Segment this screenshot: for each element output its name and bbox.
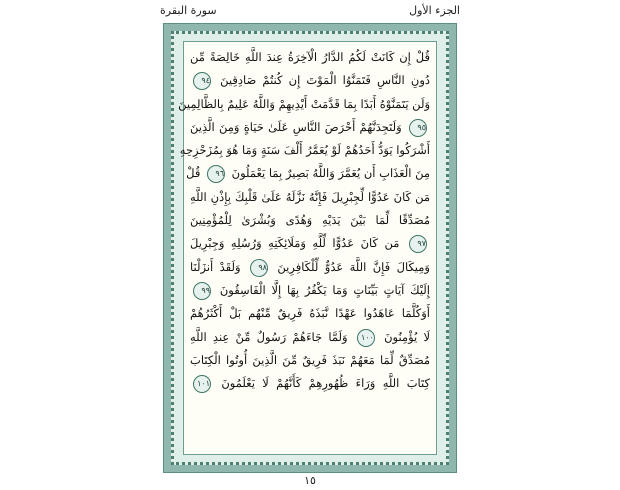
text-line bbox=[190, 209, 430, 232]
ayah-number-marker: ١٠١ bbox=[193, 375, 211, 393]
page-header bbox=[160, 0, 460, 26]
verse-text: مُصَدِّقًا لِّمَا بَيْنَ يَدَيْهِ وَهُدًى وَبُشْرَىٰ لِلْمُؤْمِنِينَ bbox=[190, 213, 430, 228]
verse-text: قُلْ bbox=[186, 166, 201, 181]
verse-text: قُلْ إِن كَانَتْ لَكُمُ الدَّارُ الْآخِرَةُ عِندَ اللَّهِ خَالِصَةً مِّن bbox=[190, 50, 430, 64]
text-line bbox=[190, 372, 430, 395]
text-line bbox=[190, 279, 430, 302]
verse-text: مِنَ الْعَذَابِ أَن يُعَمَّرَ وَاللَّهُ بَصِيرٌ بِمَا يَعْمَلُونَ bbox=[231, 166, 430, 181]
ayah-number-marker: ٩٦ bbox=[207, 165, 225, 183]
text-line bbox=[190, 69, 430, 92]
verse-text: وَلَتَجِدَنَّهُمْ أَحْرَصَ النَّاسِ عَلَىٰ حَيَاةٍ وَمِنَ الَّذِينَ bbox=[190, 119, 402, 134]
verse-text: دُونِ النَّاسِ فَتَمَنَّوُا الْمَوْتَ إِن كُنتُمْ صَادِقِينَ bbox=[220, 73, 431, 88]
verse-text: وَلَقَدْ أَنزَلْنَا bbox=[190, 259, 241, 274]
ayah-number-marker: ٩٥ bbox=[409, 119, 427, 137]
text-line bbox=[190, 116, 430, 139]
verse-text: أَوَكُلَّمَا عَاهَدُوا عَهْدًا نَّبَذَهُ فَرِيقٌ مِّنْهُم بَلْ أَكْثَرُهُمْ bbox=[190, 306, 430, 321]
text-line bbox=[186, 162, 430, 185]
verse-text: كِتَابَ اللَّهِ وَرَاءَ ظُهُورِهِمْ كَأَنَّهُمْ لَا يَعْلَمُونَ bbox=[221, 376, 430, 391]
ayah-number-marker: ٩٩ bbox=[193, 282, 211, 300]
text-line bbox=[190, 349, 430, 372]
text-line bbox=[178, 93, 430, 116]
text-line bbox=[190, 326, 430, 349]
mushaf-text-area bbox=[178, 41, 437, 455]
ayah-number-marker: ٩٤ bbox=[193, 72, 211, 90]
verse-text: إِلَيْكَ آيَاتٍ بَيِّنَاتٍ وَمَا يَكْفُرُ بِهَا إِلَّا الْفَاسِقُونَ bbox=[219, 282, 431, 297]
text-line bbox=[190, 232, 430, 255]
verse-text: وَلَن يَتَمَنَّوْهُ أَبَدًا بِمَا قَدَّمَتْ أَيْدِيهِمْ وَاللَّهُ عَلِيمٌ بِالظَّالِمِينَ bbox=[178, 96, 430, 111]
verse-text: وَلَمَّا جَاءَهُمْ رَسُولٌ مِّنْ عِندِ اللَّهِ bbox=[190, 329, 348, 344]
ayah-number-marker: ١٠٠ bbox=[357, 329, 375, 347]
verse-text: لَا يُؤْمِنُونَ bbox=[384, 329, 431, 344]
surah-title: سورة البقرة bbox=[160, 4, 217, 17]
text-line bbox=[190, 302, 430, 325]
text-line bbox=[190, 46, 430, 69]
ayah-number-marker: ٩٧ bbox=[409, 235, 427, 253]
text-line bbox=[190, 256, 430, 279]
verse-text: أَشْرَكُوا يَوَدُّ أَحَدُهُمْ لَوْ يُعَمَّرُ أَلْفَ سَنَةٍ وَمَا هُوَ بِمُزَحْزِحِهِ bbox=[179, 143, 430, 158]
text-line bbox=[179, 139, 430, 162]
juz-title: الجزء الأول bbox=[409, 4, 460, 17]
verse-text: وَمِيكَالَ فَإِنَّ اللَّهَ عَدُوٌّ لِّلْكَافِرِينَ bbox=[277, 259, 430, 274]
page-frame bbox=[164, 24, 456, 472]
text-line bbox=[190, 186, 430, 209]
ayah-number-marker: ٩٨ bbox=[250, 259, 268, 277]
verse-text: مَن كَانَ عَدُوًّا لِّجِبْرِيلَ فَإِنَّهُ نَزَّلَهُ عَلَىٰ قَلْبِكَ بِإِذْنِ اللَّهِ bbox=[190, 189, 430, 204]
verse-text: مُصَدِّقٌ لِّمَا مَعَهُمْ نَبَذَ فَرِيقٌ مِّنَ الَّذِينَ أُوتُوا الْكِتَابَ bbox=[190, 352, 430, 367]
page-number: ١٥ bbox=[304, 474, 316, 487]
verse-text: مَن كَانَ عَدُوًّا لِّلَّهِ وَمَلَائِكَتِهِ وَرُسُلِهِ وَجِبْرِيلَ bbox=[190, 236, 400, 251]
